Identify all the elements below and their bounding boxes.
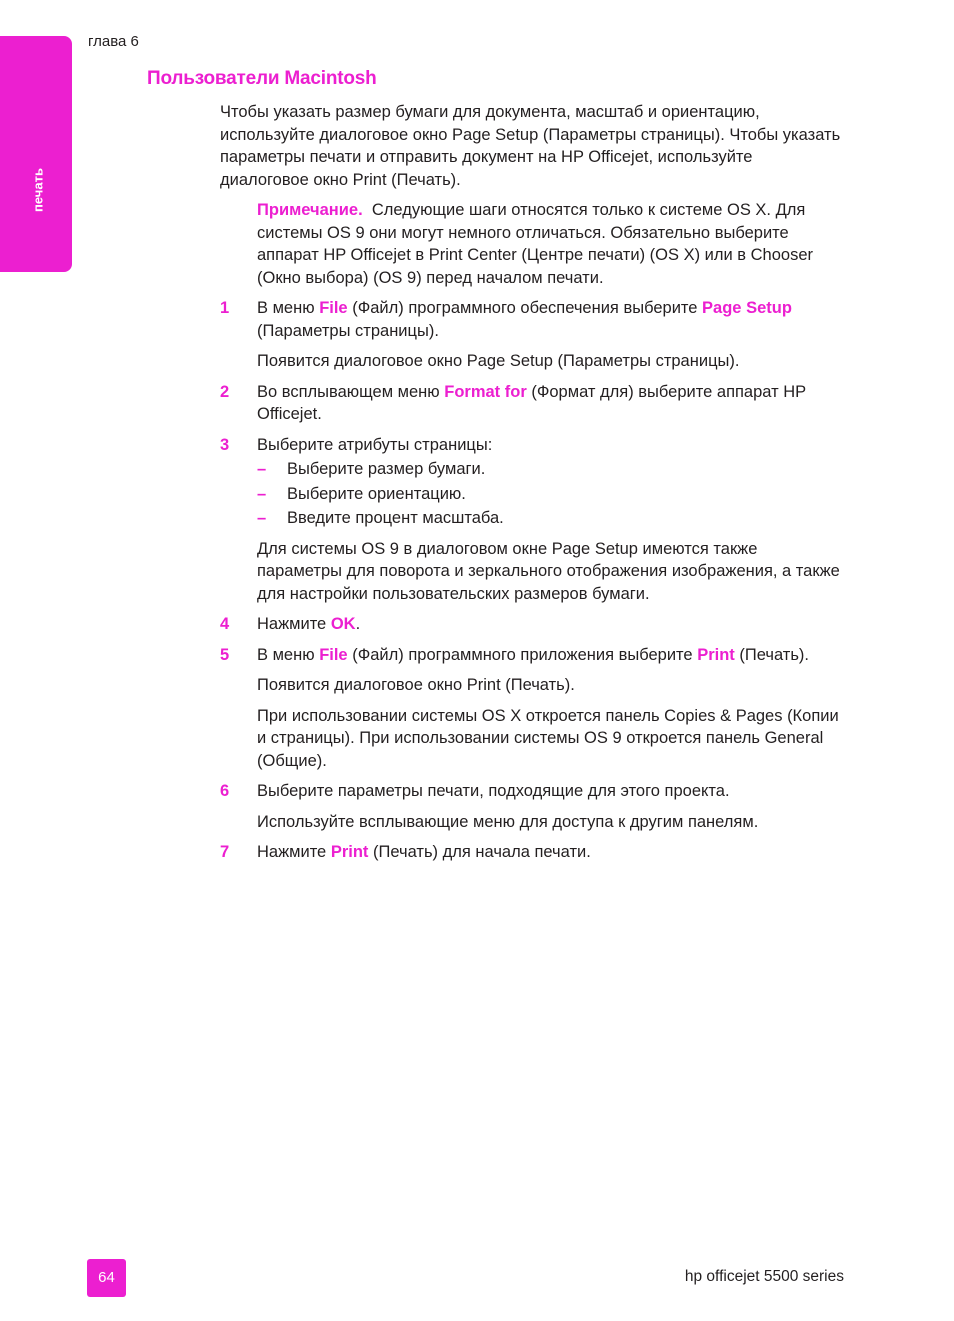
step-text: (Параметры страницы). <box>257 321 439 340</box>
main-content <box>220 101 845 872</box>
step-4 <box>220 613 845 636</box>
step-text: (Формат для) выберите аппарат HP Officejet. <box>257 382 806 423</box>
dash-bullet: – <box>257 509 267 527</box>
step-1-result: Появится диалоговое окно Page Setup (Параметры страницы). <box>257 352 740 370</box>
step-number: 3 <box>220 435 230 454</box>
step-number: 6 <box>220 782 230 800</box>
step-6 <box>220 780 845 803</box>
step-text: (Файл) программного приложения выберите <box>347 645 698 664</box>
step-number: 5 <box>220 645 230 664</box>
step-text: (Файл) программного обеспечения выберите <box>347 299 703 317</box>
step-number: 4 <box>220 615 230 633</box>
step-5 <box>220 644 845 667</box>
menu-keyword-file: File <box>319 299 348 317</box>
button-keyword-print: Print <box>330 843 369 861</box>
dash-bullet: – <box>257 460 267 478</box>
step-5-result: Появится диалоговое окно Print (Печать). <box>257 676 575 694</box>
menu-keyword-format-for: Format for <box>444 382 527 401</box>
list-item <box>257 483 845 506</box>
menu-keyword-print: Print <box>697 645 735 664</box>
step-text: (Печать). <box>734 645 809 664</box>
step-6-note: Используйте всплывающие меню для доступа к другим панелям. <box>257 812 759 831</box>
note-label: Примечание. <box>257 201 363 219</box>
intro-paragraph: Чтобы указать размер бумаги для документа, масштаб и ориентацию, используйте диалоговое окно Page Setup (Параметры страницы). Чтобы указать параметры печати и отправить документ на HP Officejet, используйте диалоговое окно Print (Печать). <box>220 103 841 189</box>
step-text: . <box>355 615 361 633</box>
step-text: Выберите атрибуты страницы: <box>257 435 493 454</box>
step-1 <box>220 297 845 342</box>
dash-bullet: – <box>257 484 267 503</box>
step-text: Во всплывающем меню <box>257 382 445 401</box>
menu-keyword-file: File <box>319 645 348 664</box>
button-keyword-ok: OK <box>330 615 356 633</box>
step-text: В меню <box>257 299 320 317</box>
step-3-note: Для системы OS 9 в диалоговом окне Page Setup имеются также параметры для поворота и зеркального отображения изображения, а также для настройки пользовательских размеров бумаги. <box>257 539 840 603</box>
note-paragraph <box>257 199 845 289</box>
side-tab <box>0 36 72 272</box>
product-name: hp officejet 5500 series <box>684 1268 844 1285</box>
step-text: (Печать) для начала печати. <box>368 843 591 861</box>
step-2 <box>220 381 845 426</box>
chapter-label: глава 6 <box>88 33 139 50</box>
step-text: Нажмите <box>257 843 331 861</box>
page-number: 64 <box>87 1259 126 1297</box>
step-7 <box>220 841 845 864</box>
step-number: 7 <box>220 843 230 861</box>
step-number: 1 <box>220 299 230 317</box>
list-item <box>257 458 845 481</box>
step-number: 2 <box>220 382 230 401</box>
step-5-note: При использовании системы OS X откроется панель Copies & Pages (Копии и страницы). При использовании системы OS 9 откроется панель General (Общие). <box>257 706 839 770</box>
step-text: В меню <box>257 645 320 664</box>
list-item <box>257 507 845 530</box>
section-title: Пользователи Macintosh <box>147 68 377 89</box>
list-item-text: Выберите размер бумаги. <box>287 460 486 478</box>
note-text: Следующие шаги относятся только к системе OS X. Для системы OS 9 они могут немного отличаться. Обязательно выберите аппарат HP Officejet в Print Center (Центре печати) (OS X) или в Chooser (Окно выбора) (OS 9) перед началом печати. <box>257 201 814 287</box>
step-text: Выберите параметры печати, подходящие для этого проекта. <box>257 782 730 800</box>
list-item-text: Введите процент масштаба. <box>287 509 504 527</box>
step-text: Нажмите <box>257 615 331 633</box>
list-item-text: Выберите ориентацию. <box>287 484 466 503</box>
page-attributes-list <box>257 458 845 530</box>
side-tab-label: печать <box>30 168 46 212</box>
menu-keyword-page-setup: Page Setup <box>702 299 792 317</box>
step-3 <box>220 434 845 530</box>
